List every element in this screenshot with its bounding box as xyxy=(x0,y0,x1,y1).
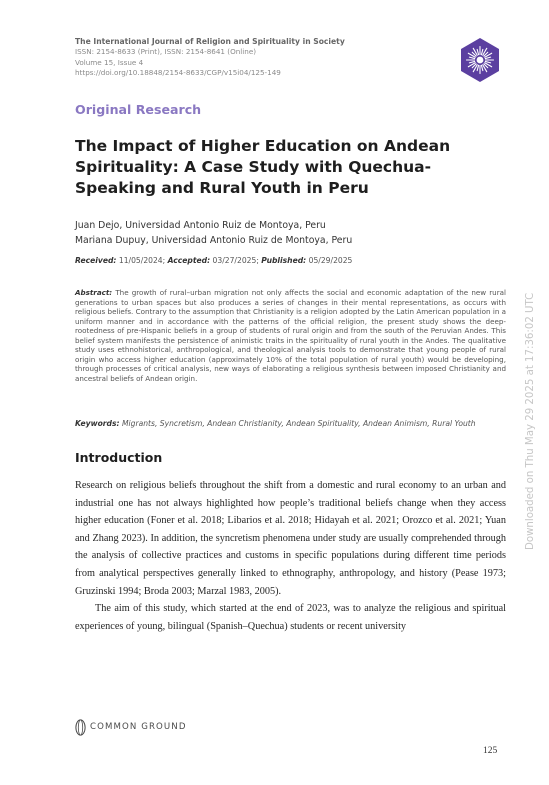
journal-name: The International Journal of Religion and Spirituality in Society xyxy=(75,37,345,46)
watermark-text: Downloaded on Thu May 29 2025 at 17:36:02 UTC xyxy=(525,292,536,550)
abstract-text: The growth of rural–urban migration not only affects the social and economic adaptation of the new rural generations to urban spaces but also produces a series of changes in their mental representations, as occurs with religious beliefs. Contrary to the assumption that Christianity is a religion adopted by the Latin American population in a uniform manner and in accordance with the patterns of the official religion, the present study shows the deep-rootedness of pre-Hispanic beliefs in a group of students of rural origin and from the south of the Peruvian Andes. This belief system manifests the persistence of animistic traits in the spirituality of rural youth in the Andes. The qualitative study uses ethnohistorical, anthropological, and theological analysis tools to demonstrate that young people of rural origin who access higher education (approximately 10% of the total population of rural youth) would be developing, through processes of critical analysis, new ways of elaborating a religious synthesis between imposed Christianity and ancestral beliefs of Andean origin. xyxy=(75,288,506,383)
accepted-date: 03/27/2025; xyxy=(212,256,259,265)
abstract-label: Abstract: xyxy=(75,288,113,297)
body-text xyxy=(75,477,506,635)
body-paragraph: The aim of this study, which started at the end of 2023, was to analyze the religious and spiritual experiences of young, bilingual (Spanish–Quechua) students or recent university xyxy=(75,603,506,632)
journal-issn: ISSN: 2154-8633 (Print), ISSN: 2154-8641 (Online) xyxy=(75,47,257,57)
keywords-label: Keywords: xyxy=(75,419,120,428)
publication-dates xyxy=(75,256,495,265)
received-label: Received: xyxy=(75,256,117,265)
received-date: 11/05/2024; xyxy=(118,256,166,265)
publisher-name: COMMON GROUND xyxy=(90,722,187,732)
journal-volume: Volume 15, Issue 4 xyxy=(75,57,144,67)
author-item: Mariana Dupuy, Universidad Antonio Ruiz de Montoya, Peru xyxy=(75,235,353,246)
keywords xyxy=(75,419,515,428)
page-number: 125 xyxy=(483,746,498,756)
abstract xyxy=(75,288,506,383)
section-label: Original Research xyxy=(75,102,202,117)
section-heading: Introduction xyxy=(75,450,163,465)
common-ground-icon xyxy=(75,719,86,736)
published-date: 05/29/2025 xyxy=(308,256,353,265)
author-item: Juan Dejo, Universidad Antonio Ruiz de Montoya, Peru xyxy=(75,220,326,231)
journal-header xyxy=(75,37,435,78)
publisher-logo xyxy=(75,718,187,736)
keywords-text: Migrants, Syncretism, Andean Christianity, Andean Spirituality, Andean Animism, Rural Youth xyxy=(121,419,476,428)
journal-doi[interactable]: https://doi.org/10.18848/2154-8633/CGP/v15i04/125-149 xyxy=(75,67,281,77)
body-paragraph: Research on religious beliefs throughout the shift from a domestic and rural economy to an urban and industrial one has not always highlighted how people’s traditional beliefs change when they access higher education (Foner et al. 2018; Libarios et al. 2018; Hidayah et al. 2021; Orozco et al. 2021; Yuan and Zhang 2023). In addition, the syncretism phenomena under study are usually comprehended through the analysis of collective practices and customs in specific populations during different time periods from analytical perspectives generally linked to ethnography, anthropology, and history (Pease 1973; Gruzinski 1994; Broda 2003; Marzal 1983, 2005). xyxy=(75,480,506,597)
article-title: The Impact of Higher Education on Andean Spirituality: A Case Study with Quechua-Speaking and Rural Youth in Peru xyxy=(75,137,451,197)
author-list xyxy=(75,218,475,248)
accepted-label: Accepted: xyxy=(167,256,211,265)
journal-logo-icon xyxy=(457,37,503,83)
published-label: Published: xyxy=(261,256,307,265)
